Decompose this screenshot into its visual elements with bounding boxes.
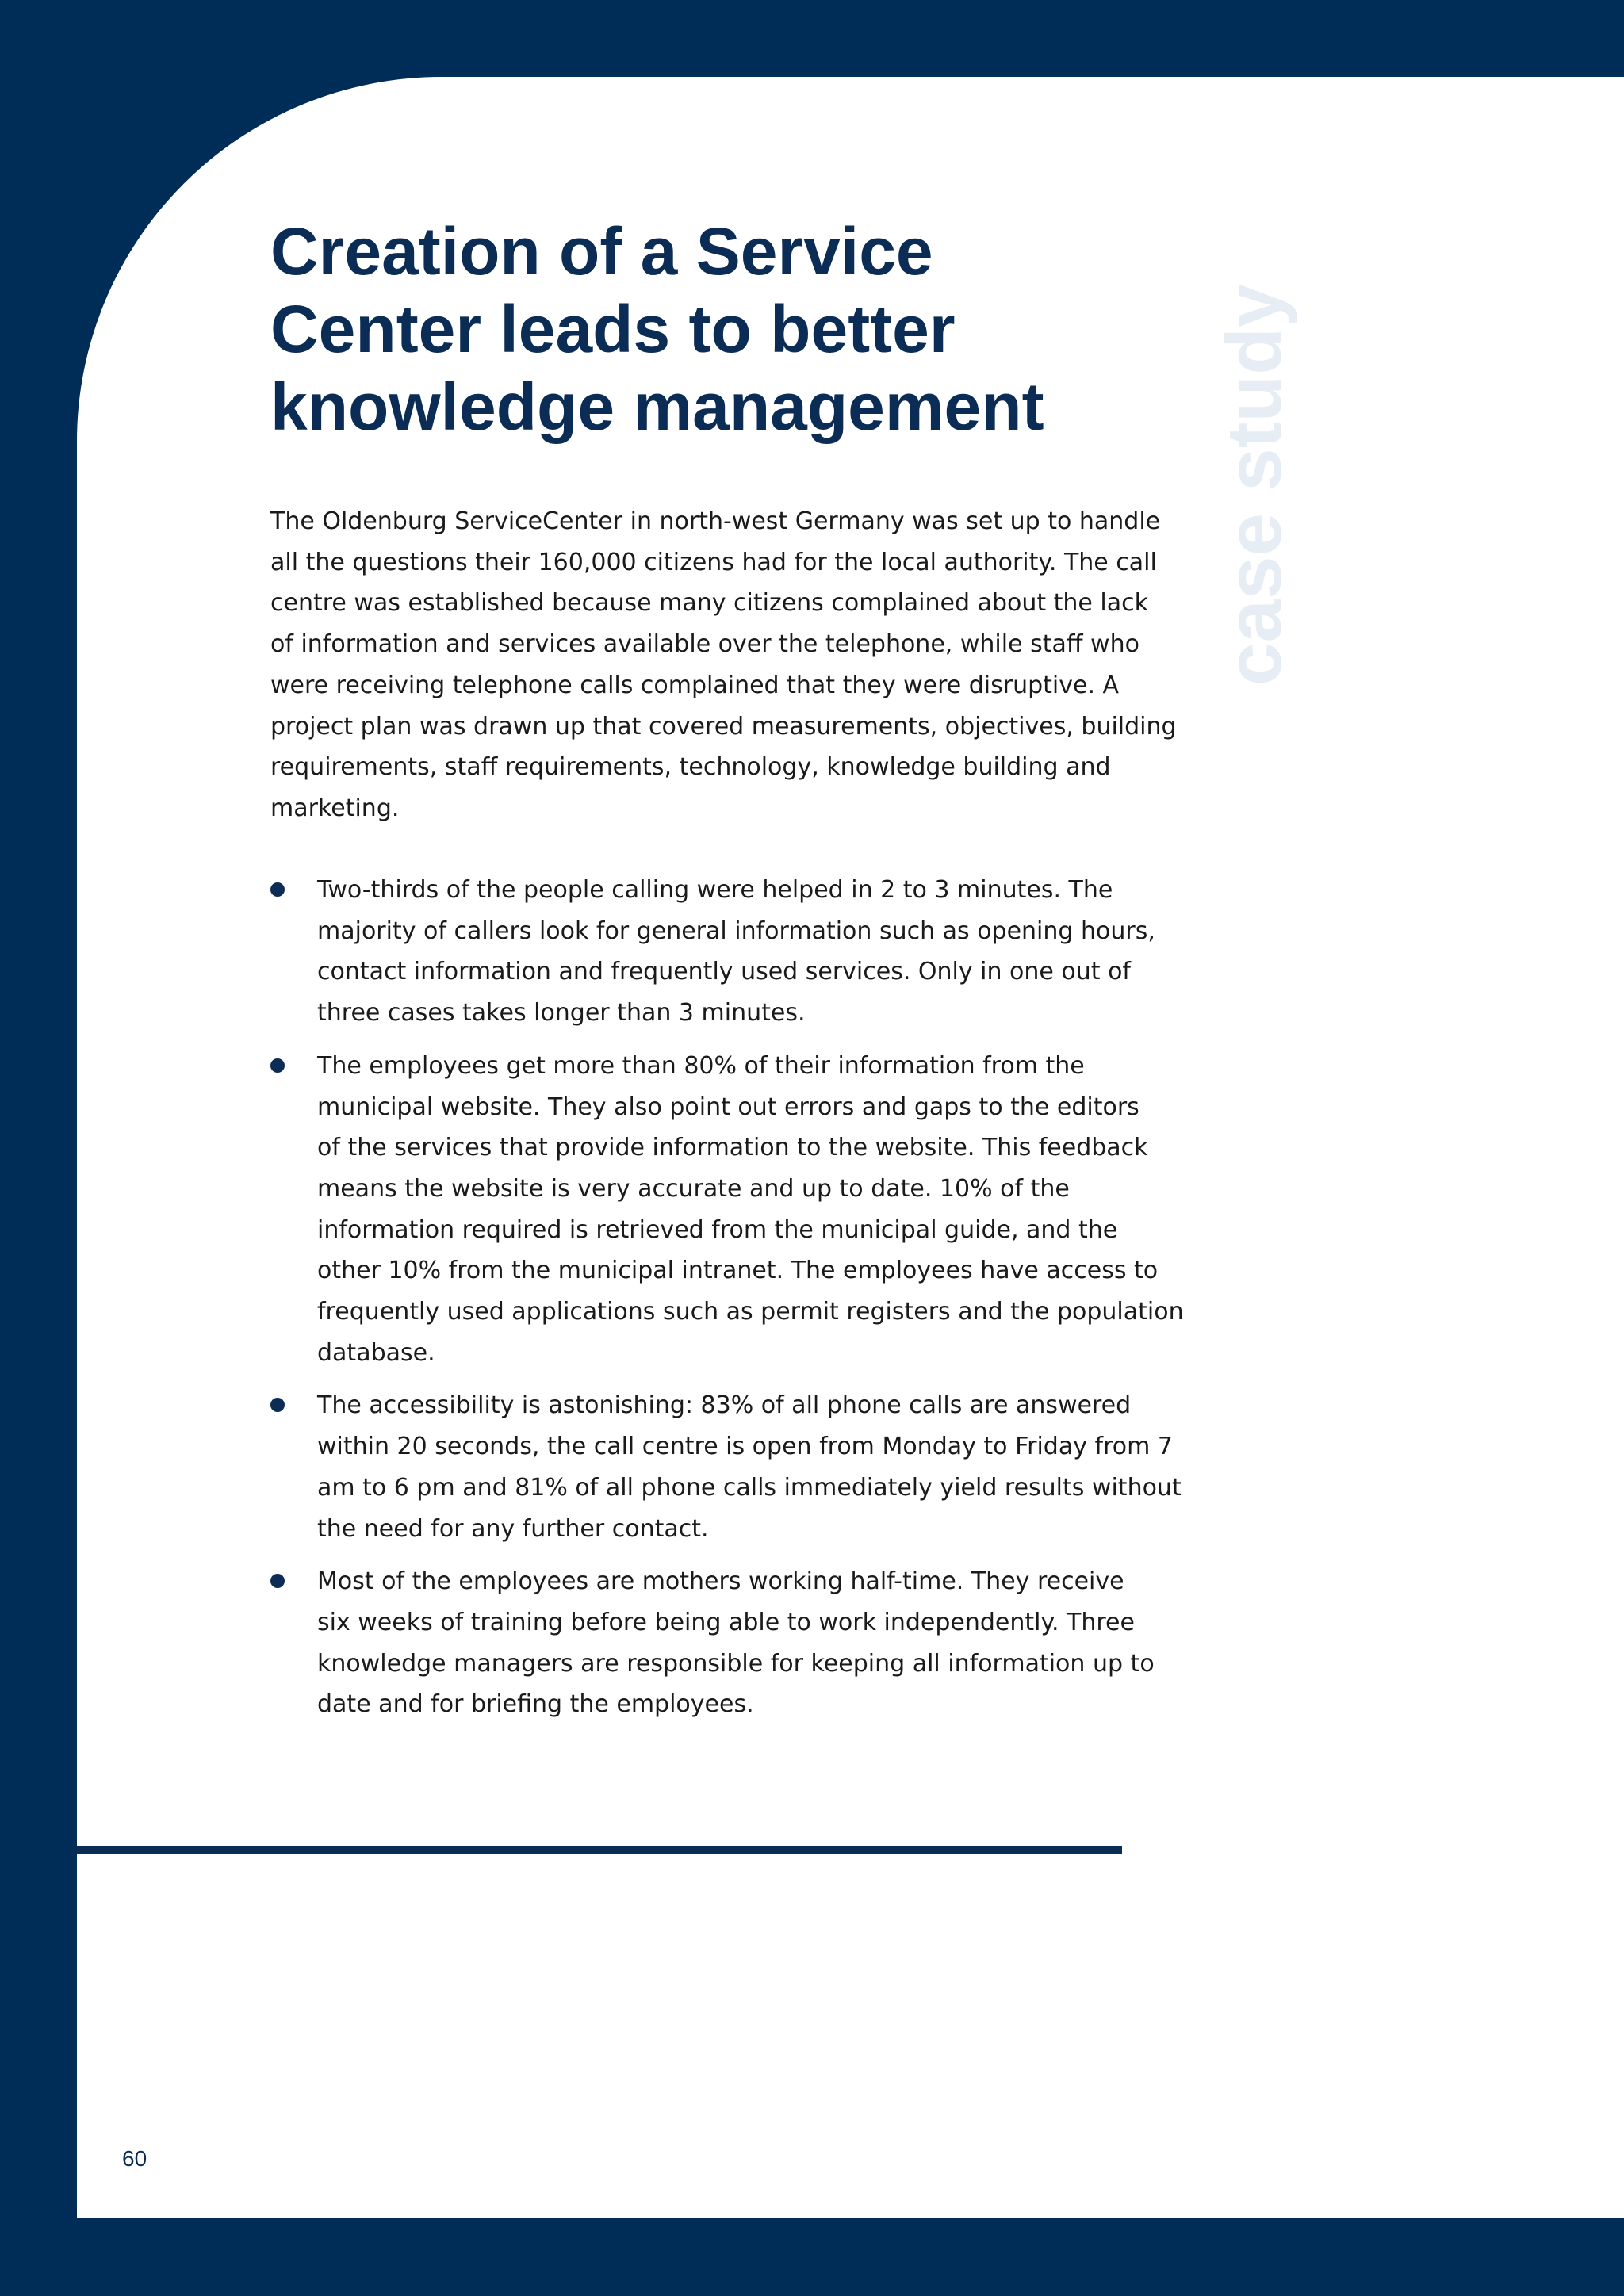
bullet-line: majority of callers look for general information such as opening hours, — [317, 916, 1155, 945]
intro-line: The Oldenburg ServiceCenter in north-west Germany was set up to handle — [270, 507, 1161, 535]
bullet-line: am to 6 pm and 81% of all phone calls immediately yield results without — [317, 1473, 1182, 1502]
bullet-line: frequently used applications such as permit registers and the population — [317, 1298, 1184, 1326]
bullet-item — [270, 1561, 1159, 1725]
bullet-dot-icon — [270, 1058, 285, 1073]
bullet-line: other 10% from the municipal intranet. The employees have access to — [317, 1257, 1159, 1285]
title-line: knowledge management — [270, 369, 1044, 444]
bullet-line: means the website is very accurate and up to date. 10% of the — [317, 1174, 1070, 1203]
bullet-line: The employees get more than 80% of their information from the — [317, 1051, 1085, 1080]
bullet-line: three cases takes longer than 3 minutes. — [317, 999, 806, 1027]
bullet-line: of the services that provide information to the website. This feedback — [317, 1134, 1148, 1162]
intro-line: all the questions their 160,000 citizens had for the local authority. The call — [270, 548, 1157, 576]
bullet-list — [270, 870, 1184, 1737]
bullet-line: Most of the employees are mothers working half-time. They receive — [317, 1567, 1124, 1596]
title-line: Creation of a Service — [270, 214, 933, 289]
bullet-line: within 20 seconds, the call centre is open from Monday to Friday from 7 — [317, 1433, 1173, 1461]
bullet-dot-icon — [270, 882, 285, 897]
page-title — [270, 212, 1143, 446]
bullet-line: municipal website. They also point out errors and gaps to the editors — [317, 1093, 1139, 1121]
bullet-item — [270, 1046, 1184, 1374]
page-number: 60 — [122, 2146, 147, 2171]
intro-paragraph — [270, 501, 1177, 829]
bullet-dot-icon — [270, 1398, 285, 1412]
intro-line: centre was established because many citizens complained about the lack — [270, 589, 1149, 618]
intro-line: requirements, staff requirements, technology, knowledge building and — [270, 753, 1111, 782]
bullet-line: date and for briefing the employees. — [317, 1690, 754, 1719]
bullet-line: Two-thirds of the people calling were helped in 2 to 3 minutes. The — [317, 876, 1113, 904]
side-label: case study — [1210, 284, 1297, 686]
title-line: Center leads to better — [270, 292, 956, 366]
section-divider — [77, 1846, 1122, 1854]
bullet-line: database. — [317, 1338, 435, 1367]
bullet-line: the need for any further contact. — [317, 1514, 709, 1543]
bullet-item — [270, 1385, 1182, 1549]
bullet-line: six weeks of training before being able to work independently. Three — [317, 1608, 1135, 1636]
intro-line: were receiving telephone calls complained that they were disruptive. A — [270, 671, 1120, 699]
bullet-line: contact information and frequently used services. Only in one out of — [317, 958, 1131, 986]
intro-line: marketing. — [270, 794, 400, 822]
bullet-item — [270, 870, 1159, 1034]
bullet-dot-icon — [270, 1574, 285, 1588]
bullet-line: information required is retrieved from the municipal guide, and the — [317, 1215, 1118, 1244]
intro-line: of information and services available over the telephone, while staff who — [270, 630, 1139, 659]
bullet-line: knowledge managers are responsible for keeping all information up to — [317, 1649, 1155, 1678]
bullet-line: The accessibility is astonishing: 83% of all phone calls are answered — [317, 1391, 1132, 1420]
intro-line: project plan was drawn up that covered measurements, objectives, building — [270, 712, 1177, 740]
